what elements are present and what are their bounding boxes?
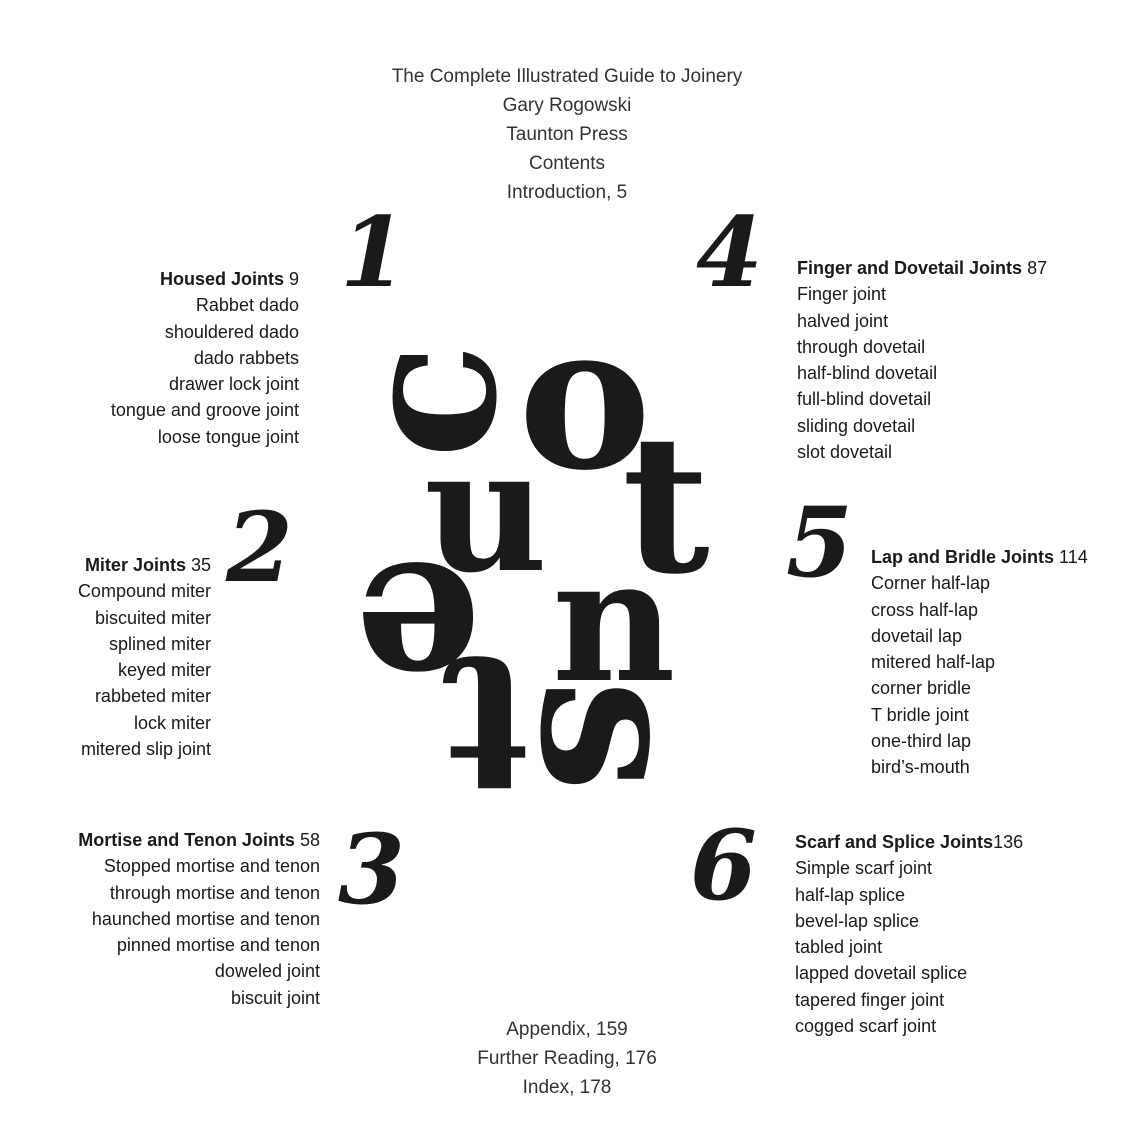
wordmark-letter-t2: t	[442, 614, 530, 837]
list-item: bevel-lap splice	[795, 910, 920, 931]
further-reading-entry: Further Reading, 176	[477, 1048, 657, 1069]
section-title: Scarf and Splice Joints136	[795, 832, 1024, 852]
book-publisher: Taunton Press	[506, 124, 628, 145]
list-item: tapered finger joint	[795, 989, 945, 1010]
list-item: Corner half-lap	[871, 573, 991, 594]
section-title: Housed Joints 9	[159, 269, 299, 289]
chapter-number-3: 3	[338, 813, 405, 926]
wordmark-letter-c: c	[315, 343, 539, 459]
list-item: Rabbet dado	[195, 295, 299, 316]
wordmark-letter-u: u	[424, 411, 548, 611]
section-finger-dovetail-joints	[797, 255, 1047, 465]
list-item: through mortise and tenon	[109, 882, 320, 903]
section-housed-joints	[111, 266, 299, 450]
appendix-entry: Appendix, 159	[506, 1019, 628, 1040]
list-item: dado rabbets	[193, 347, 299, 368]
list-item: splined miter	[108, 633, 211, 654]
list-item: keyed miter	[117, 660, 211, 681]
list-item: corner bridle	[871, 678, 972, 699]
list-item: tabled joint	[795, 937, 883, 958]
wordmark-letter-o: o	[518, 280, 652, 515]
chapter-number-1: 1	[340, 196, 407, 309]
list-item: mitered slip joint	[80, 739, 211, 760]
section-mortise-tenon-joints	[78, 827, 320, 1011]
book-header	[0, 62, 1134, 207]
list-item: lapped dovetail splice	[795, 963, 968, 984]
book-footer	[0, 1015, 1134, 1102]
section-title: Finger and Dovetail Joints 87	[797, 258, 1048, 278]
chapter-number-2: 2	[226, 491, 293, 604]
list-item: full-blind dovetail	[797, 389, 932, 410]
list-item: through dovetail	[797, 336, 926, 357]
list-item: loose tongue joint	[157, 426, 299, 447]
list-item: dovetail lap	[871, 625, 963, 646]
section-title: Lap and Bridle Joints 114	[871, 547, 1088, 567]
chapter-number-5: 5	[786, 486, 853, 599]
list-item: half-blind dovetail	[797, 363, 938, 384]
chapter-number-6: 6	[690, 809, 757, 922]
chapter-number-4: 4	[696, 196, 763, 309]
wordmark-letter-t: t	[622, 393, 710, 616]
section-scarf-splice-joints	[795, 829, 1023, 1039]
wordmark-letter-s: s	[495, 679, 731, 793]
wordmark-letter-n: n	[552, 521, 676, 721]
wordmark-letter-e: e	[354, 517, 482, 752]
list-item: one-third lap	[871, 731, 972, 752]
list-item: doweled joint	[214, 961, 320, 982]
list-item: mitered half-lap	[871, 652, 996, 673]
list-item: Finger joint	[797, 284, 887, 305]
list-item: Simple scarf joint	[795, 858, 933, 879]
list-item: Stopped mortise and tenon	[103, 856, 320, 877]
list-item: lock miter	[133, 712, 211, 733]
list-item: sliding dovetail	[797, 415, 916, 436]
section-lap-bridle-joints	[871, 544, 1088, 781]
list-item: cogged scarf joint	[795, 1016, 937, 1037]
list-item: Compound miter	[77, 581, 211, 602]
book-author: Gary Rogowski	[502, 95, 632, 116]
section-title: Mortise and Tenon Joints 58	[78, 830, 320, 850]
list-item: half-lap splice	[795, 884, 906, 905]
list-item: halved joint	[797, 310, 889, 331]
list-item: pinned mortise and tenon	[116, 935, 320, 956]
list-item: biscuited miter	[94, 607, 211, 628]
list-item: bird’s-mouth	[871, 757, 970, 778]
list-item: biscuit joint	[230, 987, 320, 1008]
list-item: rabbeted miter	[94, 686, 211, 707]
section-miter-joints	[78, 552, 211, 762]
list-item: T bridle joint	[871, 704, 969, 725]
introduction-entry: Introduction, 5	[506, 182, 628, 203]
list-item: slot dovetail	[797, 442, 893, 463]
list-item: shouldered dado	[164, 321, 299, 342]
list-item: drawer lock joint	[168, 374, 299, 395]
list-item: cross half-lap	[871, 599, 979, 620]
contents-wordmark	[315, 280, 740, 838]
list-item: haunched mortise and tenon	[91, 908, 320, 929]
index-entry: Index, 178	[522, 1077, 612, 1098]
section-title: Miter Joints 35	[84, 555, 211, 575]
book-title: The Complete Illustrated Guide to Joinery	[391, 66, 743, 87]
contents-heading: Contents	[528, 153, 606, 174]
list-item: tongue and groove joint	[110, 400, 299, 421]
